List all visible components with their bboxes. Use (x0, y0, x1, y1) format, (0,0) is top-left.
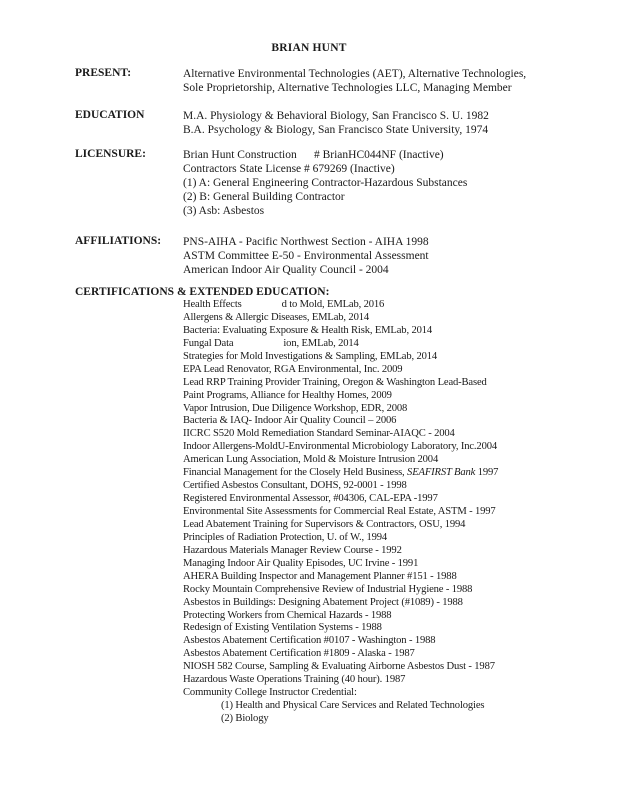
certification-item: Bacteria: Evaluating Exposure & Health Risk, EMLab, 2014 (183, 324, 433, 336)
present-section (183, 67, 526, 95)
affiliations-label: AFFILIATIONS: (75, 235, 162, 247)
certification-item: Financial Management for the Closely Held Business, SEAFIRST Bank 1997 (183, 467, 499, 479)
licensure-line: Brian Hunt Construction # BrianHC044NF (Inactive) (183, 149, 444, 161)
licensure-line: Contractors State License # 679269 (Inactive) (183, 163, 395, 175)
certification-item: EPA Lead Renovator, RGA Environmental, Inc. 2009 (183, 363, 403, 375)
certification-item: Principles of Radiation Protection, U. of W., 1994 (183, 531, 388, 543)
certification-item: Strategies for Mold Investigations & Sampling, EMLab, 2014 (183, 350, 438, 362)
certifications-list (183, 299, 498, 726)
licensure-line: (1) A: General Engineering Contractor-Hazardous Substances (183, 177, 468, 189)
present-line: Alternative Environmental Technologies (AET), Alternative Technologies, (183, 68, 527, 80)
education-line: M.A. Physiology & Behavioral Biology, San Francisco S. U. 1982 (183, 110, 489, 122)
certification-item: Allergens & Allergic Diseases, EMLab, 2014 (183, 311, 370, 323)
licensure-line: (3) Asb: Asbestos (183, 205, 265, 217)
certification-item: AHERA Building Inspector and Management Planner #151 - 1988 (183, 570, 457, 582)
certification-item: Asbestos Abatement Certification #1809 - Alaska - 1987 (183, 648, 415, 660)
certification-item: Certified Asbestos Consultant, DOHS, 92-0001 - 1998 (183, 480, 407, 492)
certification-item: Hazardous Waste Operations Training (40 hour). 1987 (183, 674, 406, 686)
licensure-line: (2) B: General Building Contractor (183, 191, 345, 203)
licensure-section (183, 148, 467, 218)
certifications-label: CERTIFICATIONS & EXTENDED EDUCATION: (75, 286, 330, 298)
certification-item: Lead RRP Training Provider Training, Oregon & Washington Lead-Based (183, 376, 487, 388)
resume-name: BRIAN HUNT (271, 42, 347, 54)
certification-item: Vapor Intrusion, Due Diligence Workshop, EDR, 2008 (183, 402, 408, 414)
certification-item: Registered Environmental Assessor, #04306, CAL-EPA -1997 (183, 493, 438, 505)
licensure-label: LICENSURE: (75, 148, 146, 160)
certification-item: Asbestos in Buildings: Designing Abatement Project (#1089) - 1988 (183, 596, 463, 608)
present-line: Sole Proprietorship, Alternative Technologies LLC, Managing Member (183, 82, 512, 94)
certification-item: IICRC S520 Mold Remediation Standard Seminar-AIAQC - 2004 (183, 428, 455, 440)
certification-item: Lead Abatement Training for Supervisors & Contractors, OSU, 1994 (183, 518, 466, 530)
education-label: EDUCATION (75, 109, 145, 121)
certification-item: American Lung Association, Mold & Moisture Intrusion 2004 (183, 454, 439, 466)
credential-item: (2) Biology (221, 713, 269, 724)
credential-item: (1) Health and Physical Care Services and Related Technologies (221, 700, 485, 712)
present-label: PRESENT: (75, 67, 132, 79)
certification-item: Protecting Workers from Chemical Hazards - 1988 (183, 609, 392, 621)
certification-item: NIOSH 582 Course, Sampling & Evaluating Airborne Asbestos Dust - 1987 (183, 661, 495, 673)
certification-item: Rocky Mountain Comprehensive Review of Industrial Hygiene - 1988 (183, 583, 473, 595)
affiliation-line: PNS-AIHA - Pacific Northwest Section - AIHA 1998 (183, 236, 429, 248)
affiliation-line: ASTM Committee E-50 - Environmental Assessment (183, 250, 429, 262)
certification-item: Fungal Data ion, EMLab, 2014 (183, 337, 359, 349)
certification-item: Health Effects d to Mold, EMLab, 2016 (183, 299, 385, 310)
affiliations-section (183, 235, 429, 277)
certification-item: Managing Indoor Air Quality Episodes, UC Irvine - 1991 (183, 557, 419, 569)
certification-item: Redesign of Existing Ventilation Systems - 1988 (183, 622, 382, 634)
certification-item: Paint Programs, Alliance for Healthy Homes, 2009 (183, 389, 392, 401)
education-section (183, 109, 489, 137)
certification-item: Bacteria & IAQ- Indoor Air Quality Council – 2006 (183, 415, 397, 427)
education-line: B.A. Psychology & Biology, San Francisco State University, 1974 (183, 124, 489, 136)
affiliation-line: American Indoor Air Quality Council - 2004 (183, 264, 389, 276)
certification-item: Hazardous Materials Manager Review Course - 1992 (183, 544, 402, 556)
certification-item: Environmental Site Assessments for Commercial Real Estate, ASTM - 1997 (183, 506, 496, 517)
certification-item: Indoor Allergens-MoldU-Environmental Microbiology Laboratory, Inc.2004 (183, 441, 498, 453)
certification-item: Asbestos Abatement Certification #0107 - Washington - 1988 (183, 635, 436, 647)
certification-item: Community College Instructor Credential: (183, 687, 357, 699)
